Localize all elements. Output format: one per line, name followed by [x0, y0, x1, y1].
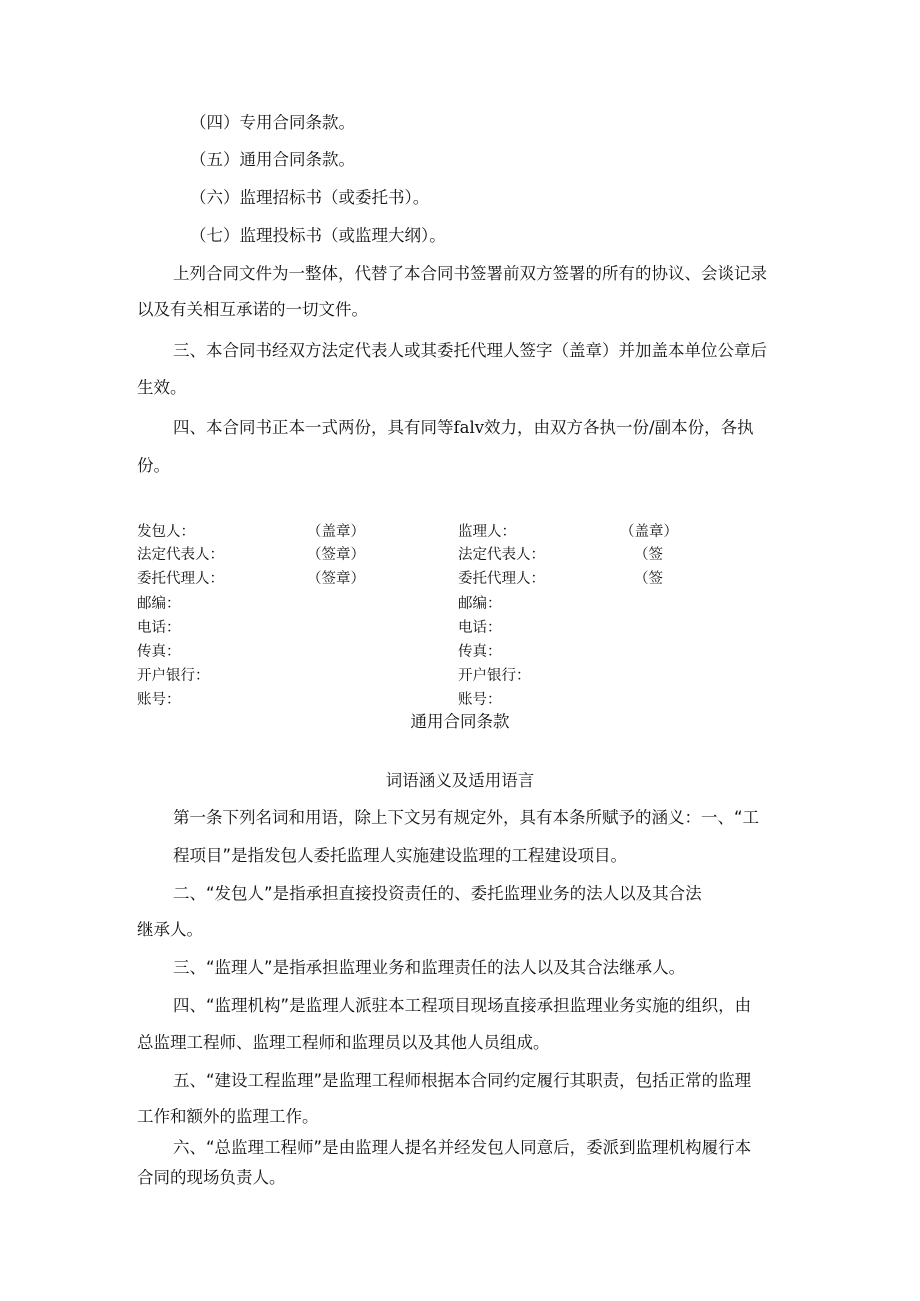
paragraph-segment-latin: falv [453, 418, 485, 437]
paragraph-line: 以及有关相互承诺的一切文件。 [137, 300, 368, 319]
sign-left-label: 发包人： [137, 524, 195, 540]
definition-line: 二、“发包人”是指承担直接投资责任的、委托监理业务的法人以及其合法 [173, 884, 702, 903]
list-item-5: （五）通用合同条款。 [190, 150, 355, 169]
sign-left-label: 电话： [137, 620, 181, 636]
definition-line: 第一条下列名词和用语，除上下文另有规定外，具有本条所赋予的涵义：一、“工 [173, 808, 760, 827]
sign-right-label: 邮编： [458, 596, 502, 612]
definition-line: 三、“监理人”是指承担监理业务和监理责任的法人以及其合法继承人。 [173, 958, 686, 977]
sign-left-label: 邮编： [137, 596, 181, 612]
sign-right-label: 委托代理人： [458, 571, 545, 587]
paragraph-line: 三、本合同书经双方法定代表人或其委托代理人签字（盖章）并加盖本单位公章后 [173, 341, 767, 360]
sign-right-label: 监理人： [458, 524, 516, 540]
paragraph-segment: 效力，由双方各执一份/副本份，各执 [484, 418, 754, 437]
sign-right-mark: （签 [634, 547, 663, 563]
definition-line: 四、“监理机构”是监理人派驻本工程项目现场直接承担监理业务实施的组织，由 [173, 996, 752, 1015]
sign-left-mark: （盖章） [307, 524, 365, 540]
subsection-heading: 词语涵义及适用语言 [385, 771, 535, 790]
sign-left-label: 开户银行： [137, 668, 210, 684]
list-item-6: （六）监理招标书（或委托书）。 [190, 188, 430, 207]
definition-line: 继承人。 [137, 920, 203, 939]
paragraph-line [173, 418, 754, 438]
definition-line: 五、“建设工程监理”是监理工程师根据本合同约定履行其职责，包括正常的监理 [173, 1071, 752, 1090]
sign-left-label: 委托代理人： [137, 571, 224, 587]
sign-right-label: 法定代表人： [458, 547, 545, 563]
definition-line: 工作和额外的监理工作。 [137, 1107, 319, 1126]
sign-right-mark: （签 [634, 571, 663, 587]
list-item-7: （七）监理投标书（或监理大纲）。 [190, 226, 446, 245]
list-item-4: （四）专用合同条款。 [190, 113, 355, 132]
definition-line: 总监理工程师、监理工程师和监理员以及其他人员组成。 [137, 1033, 550, 1052]
sign-right-label: 传真： [458, 644, 502, 660]
paragraph-line: 份。 [137, 456, 170, 475]
definition-line: 程项目”是指发包人委托监理人实施建设监理的工程建设项目。 [173, 846, 628, 865]
paragraph-line: 上列合同文件为一整体，代替了本合同书签署前双方签署的所有的协议、会谈记录 [173, 264, 767, 283]
sign-right-label: 开户银行： [458, 668, 531, 684]
paragraph-line: 生效。 [137, 378, 187, 397]
sign-left-label: 法定代表人： [137, 547, 224, 563]
sign-right-label: 账号： [458, 692, 502, 708]
sign-right-label: 电话： [458, 620, 502, 636]
sign-left-mark: （签章） [307, 571, 365, 587]
sign-right-mark: （盖章） [620, 524, 678, 540]
sign-left-label: 传真： [137, 644, 181, 660]
paragraph-segment: 四、本合同书正本一式两份，具有同等 [173, 418, 454, 437]
sign-left-mark: （签章） [307, 547, 365, 563]
definition-line: 六、“总监理工程师”是由监理人提名并经发包人同意后，委派到监理机构履行本 [173, 1138, 752, 1157]
sign-left-label: 账号： [137, 692, 181, 708]
section-heading: 通用合同条款 [410, 712, 510, 731]
definition-line: 合同的现场负责人。 [137, 1168, 286, 1187]
